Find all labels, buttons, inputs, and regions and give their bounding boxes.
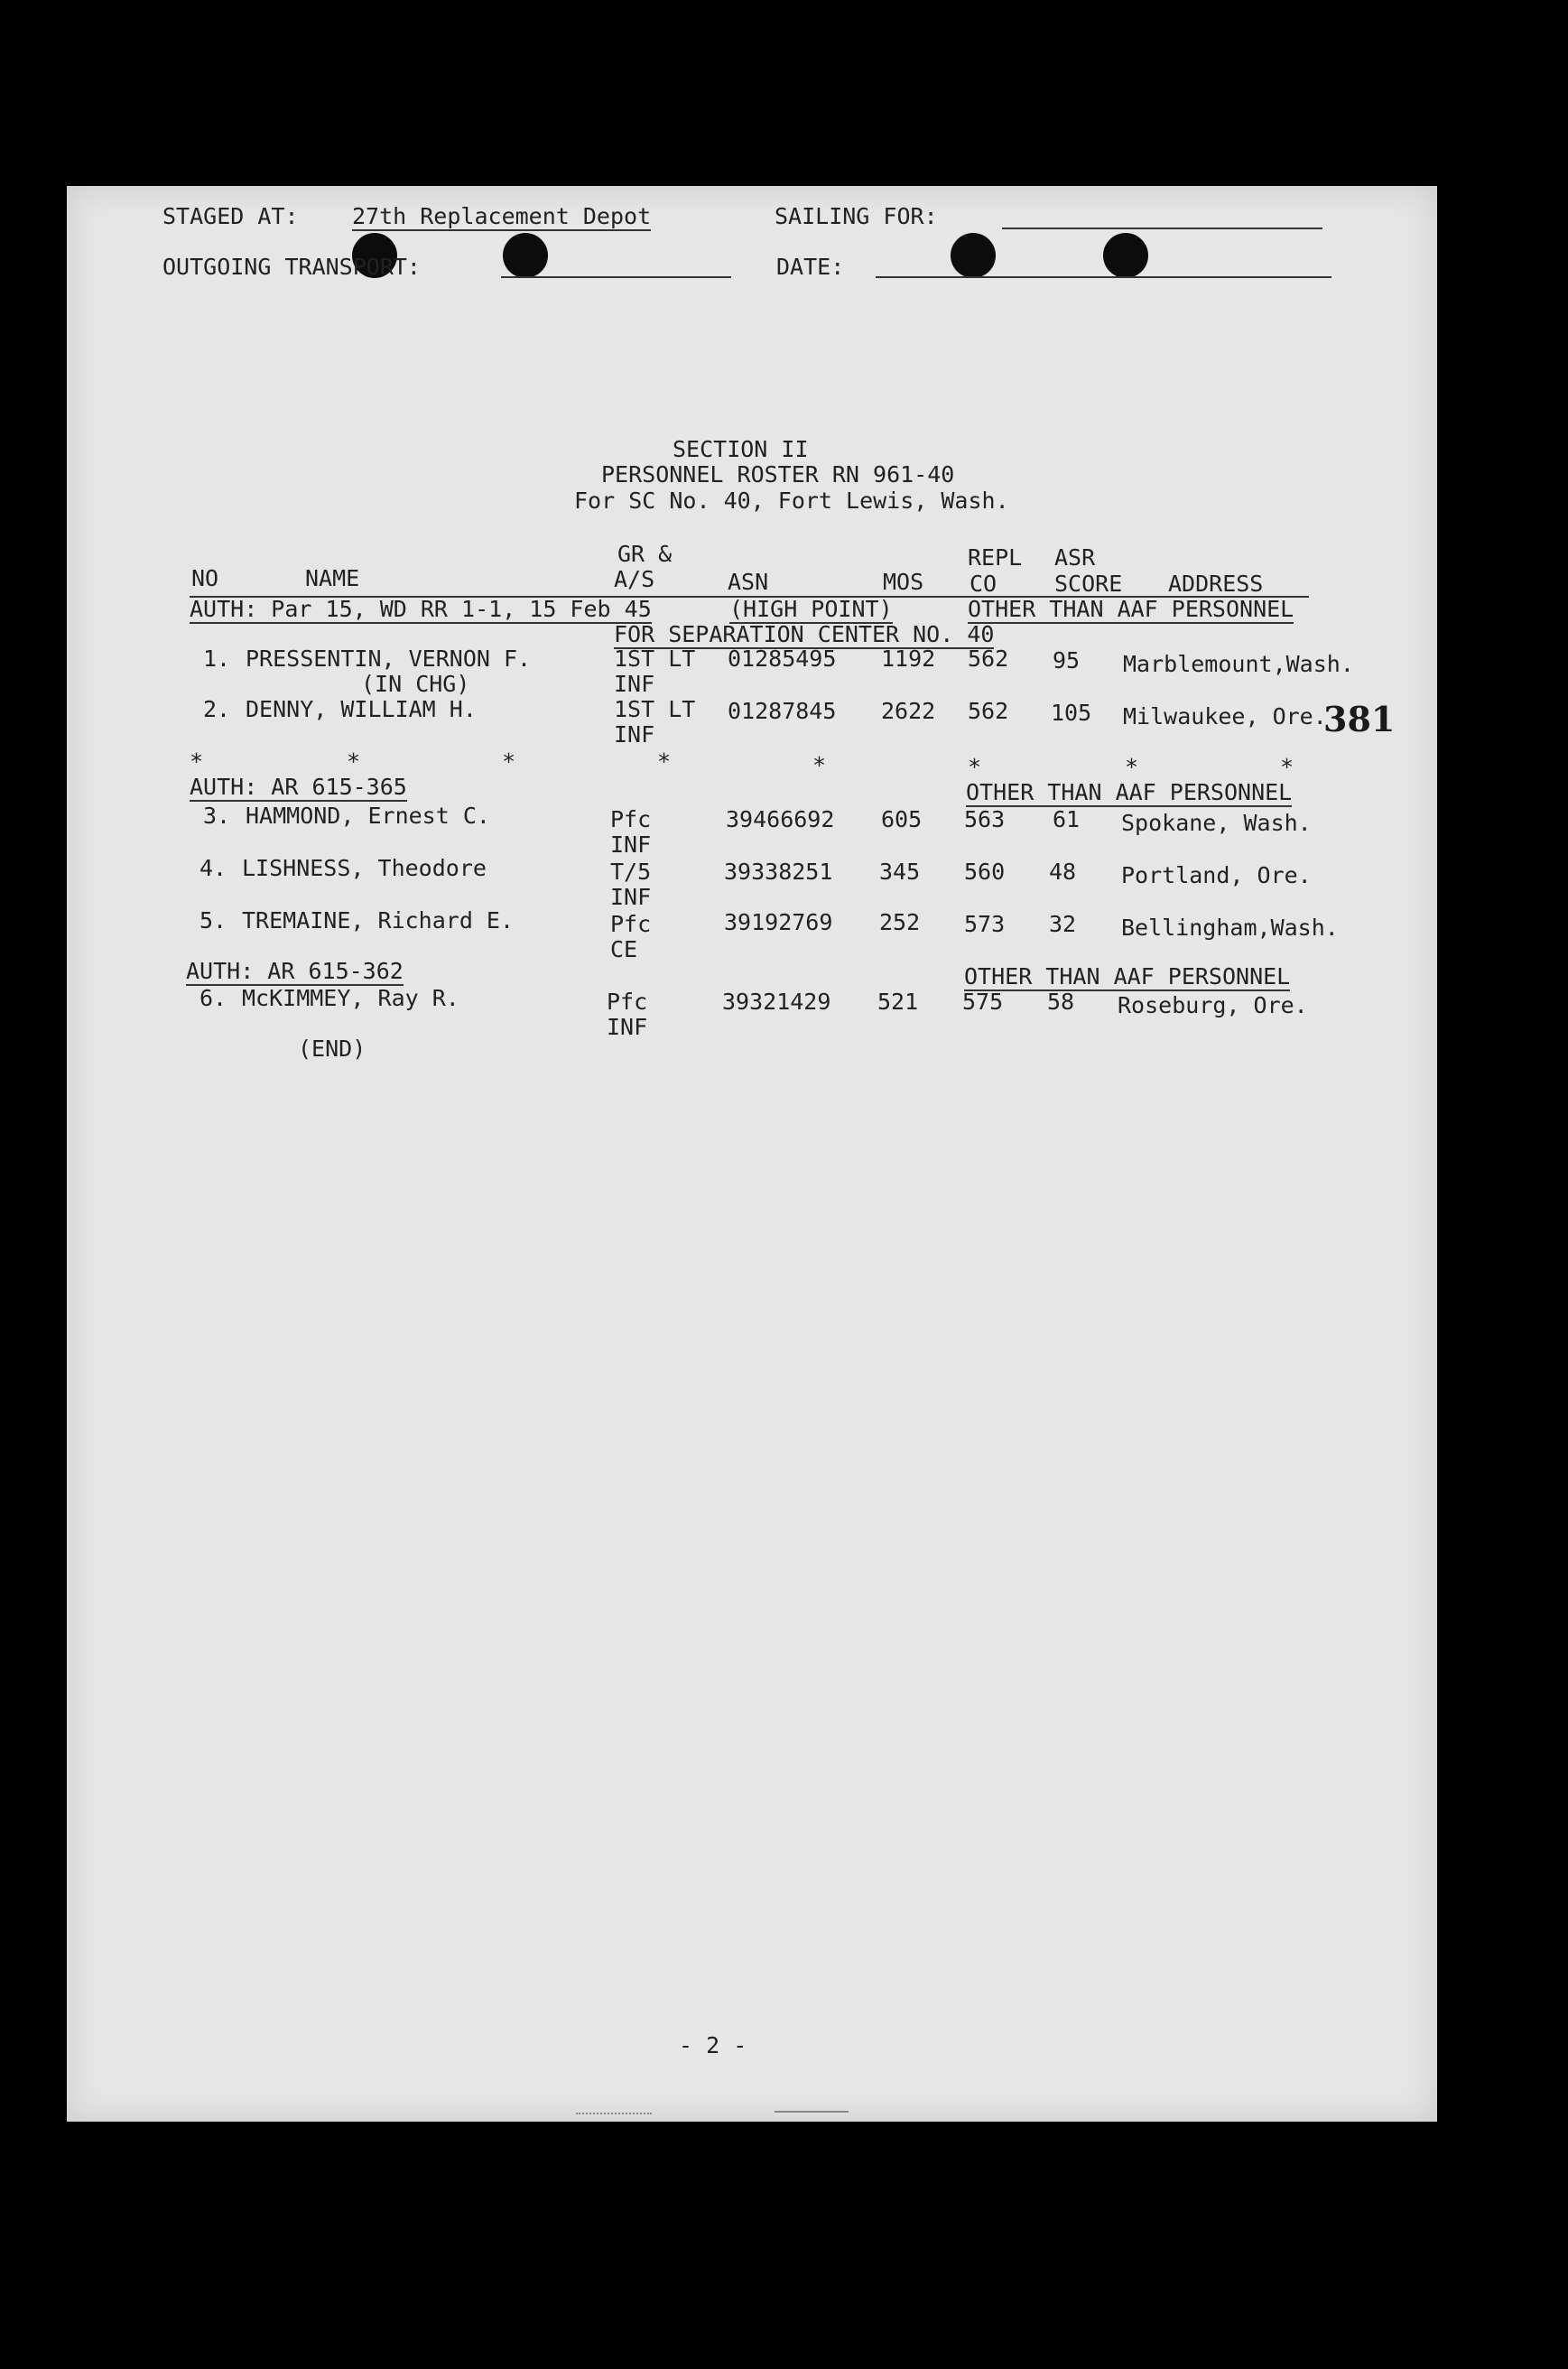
col-mos: MOS — [883, 569, 924, 595]
row-2-asr: 105 — [1051, 700, 1092, 726]
row-3-grade: Pfc — [610, 806, 652, 832]
row-6-address: Roseburg, Ore. — [1118, 992, 1308, 1018]
auth-group-1: AUTH: Par 15, WD RR 1-1, 15 Feb 45 — [190, 596, 652, 622]
punch-hole-4 — [1103, 233, 1148, 278]
row-3-asn: 39466692 — [726, 806, 835, 832]
col-repl-top: REPL — [968, 544, 1023, 571]
row-6-repl: 575 — [962, 989, 1004, 1015]
punch-hole-2 — [503, 233, 548, 278]
row-5-grade: Pfc — [610, 911, 652, 937]
group-1-note: (HIGH POINT) — [729, 596, 893, 622]
date-label: DATE: — [776, 254, 845, 280]
col-asn: ASN — [728, 569, 769, 595]
row-1-grade: 1ST LT — [614, 646, 696, 672]
row-5-arm: CE — [610, 936, 638, 962]
row-1-address: Marblemount,Wash. — [1123, 651, 1354, 677]
separator-asterisk: * — [1280, 754, 1294, 780]
row-2-no: 2. — [203, 696, 231, 722]
row-3-no: 3. — [203, 803, 231, 829]
staged-at-label: STAGED AT: — [162, 203, 299, 229]
row-1-repl: 562 — [968, 646, 1009, 672]
separator-asterisk: * — [812, 752, 827, 778]
roster-subtitle: For SC No. 40, Fort Lewis, Wash. — [574, 488, 1009, 514]
group-1-separation: FOR SEPARATION CENTER NO. 40 — [614, 621, 995, 647]
row-6-no: 6. — [199, 985, 227, 1011]
staged-at-value: 27th Replacement Depot — [352, 203, 652, 229]
row-2-address: Milwaukee, Ore. — [1123, 703, 1327, 729]
row-6-asr: 58 — [1047, 989, 1075, 1015]
group-2-category: OTHER THAN AAF PERSONNEL — [966, 779, 1293, 805]
row-4-asr: 48 — [1049, 859, 1077, 885]
row-2-asn: 01287845 — [728, 698, 837, 724]
page-number: - 2 - — [679, 2032, 747, 2058]
row-4-name: LISHNESS, Theodore — [242, 855, 487, 881]
col-name: NAME — [305, 565, 360, 591]
col-no: NO — [191, 565, 219, 591]
row-5-repl: 573 — [964, 911, 1006, 937]
sailing-for-blank — [1002, 228, 1322, 229]
row-1-no: 1. — [203, 646, 231, 672]
handwritten-page-number: 381 — [1323, 699, 1396, 739]
row-5-name: TREMAINE, Richard E. — [242, 907, 515, 934]
faint-mark — [576, 2113, 652, 2114]
row-5-no: 5. — [199, 907, 227, 934]
group-3-category: OTHER THAN AAF PERSONNEL — [964, 963, 1291, 989]
separator-asterisk: * — [190, 748, 204, 775]
col-gr-top: GR & — [617, 541, 673, 567]
row-2-repl: 562 — [968, 698, 1009, 724]
row-4-mos: 345 — [879, 859, 921, 885]
row-6-asn: 39321429 — [722, 989, 831, 1015]
col-address: ADDRESS — [1168, 571, 1264, 597]
separator-asterisk: * — [657, 748, 672, 775]
row-5-asr: 32 — [1049, 911, 1077, 937]
separator-asterisk: * — [502, 748, 516, 775]
col-asr-top: ASR — [1054, 544, 1096, 571]
section-title: SECTION II — [673, 436, 809, 462]
row-6-mos: 521 — [877, 989, 919, 1015]
row-5-mos: 252 — [879, 909, 921, 935]
row-1-arm: INF — [614, 671, 655, 697]
group-1-category: OTHER THAN AAF PERSONNEL — [968, 596, 1294, 622]
row-1-mos: 1192 — [881, 646, 936, 672]
row-3-repl: 563 — [964, 806, 1006, 832]
row-4-arm: INF — [610, 884, 652, 910]
separator-asterisk: * — [1125, 754, 1139, 780]
row-6-name: McKIMMEY, Ray R. — [242, 985, 459, 1011]
row-4-repl: 560 — [964, 859, 1006, 885]
row-4-address: Portland, Ore. — [1121, 862, 1312, 888]
col-gr-bottom: A/S — [614, 566, 655, 592]
separator-asterisk: * — [347, 748, 361, 775]
row-3-asr: 61 — [1053, 806, 1081, 832]
row-1-name: PRESSENTIN, VERNON F. — [246, 646, 532, 672]
row-3-mos: 605 — [881, 806, 923, 832]
date-blank — [876, 276, 1331, 278]
row-4-asn: 39338251 — [724, 859, 833, 885]
row-3-address: Spokane, Wash. — [1121, 810, 1312, 836]
row-2-mos: 2622 — [881, 698, 936, 724]
col-asr-bottom: SCORE — [1054, 571, 1123, 597]
faint-mark — [775, 2111, 849, 2113]
row-2-grade: 1ST LT — [614, 696, 696, 722]
row-6-arm: INF — [607, 1014, 648, 1040]
row-3-name: HAMMOND, Ernest C. — [246, 803, 490, 829]
outgoing-transport-blank — [501, 276, 731, 278]
row-5-asn: 39192769 — [724, 909, 833, 935]
row-1-asr: 95 — [1053, 647, 1081, 674]
end-marker: (END) — [298, 1036, 366, 1062]
auth-group-3: AUTH: AR 615-362 — [186, 958, 404, 984]
row-6-grade: Pfc — [607, 989, 648, 1015]
outgoing-transport-label: OUTGOING TRANSPORT: — [162, 254, 421, 280]
sailing-for-label: SAILING FOR: — [775, 203, 938, 229]
row-4-grade: T/5 — [610, 859, 652, 885]
col-repl-bottom: CO — [970, 571, 997, 597]
punch-hole-3 — [951, 233, 996, 278]
roster-title: PERSONNEL ROSTER RN 961-40 — [601, 461, 955, 488]
row-1-sub: (IN CHG) — [361, 671, 470, 697]
row-1-asn: 01285495 — [728, 646, 837, 672]
row-3-arm: INF — [610, 831, 652, 858]
row-2-name: DENNY, WILLIAM H. — [246, 696, 477, 722]
row-2-arm: INF — [614, 721, 655, 748]
row-4-no: 4. — [199, 855, 227, 881]
separator-asterisk: * — [968, 754, 982, 780]
auth-group-2: AUTH: AR 615-365 — [190, 774, 407, 800]
row-5-address: Bellingham,Wash. — [1121, 915, 1339, 941]
